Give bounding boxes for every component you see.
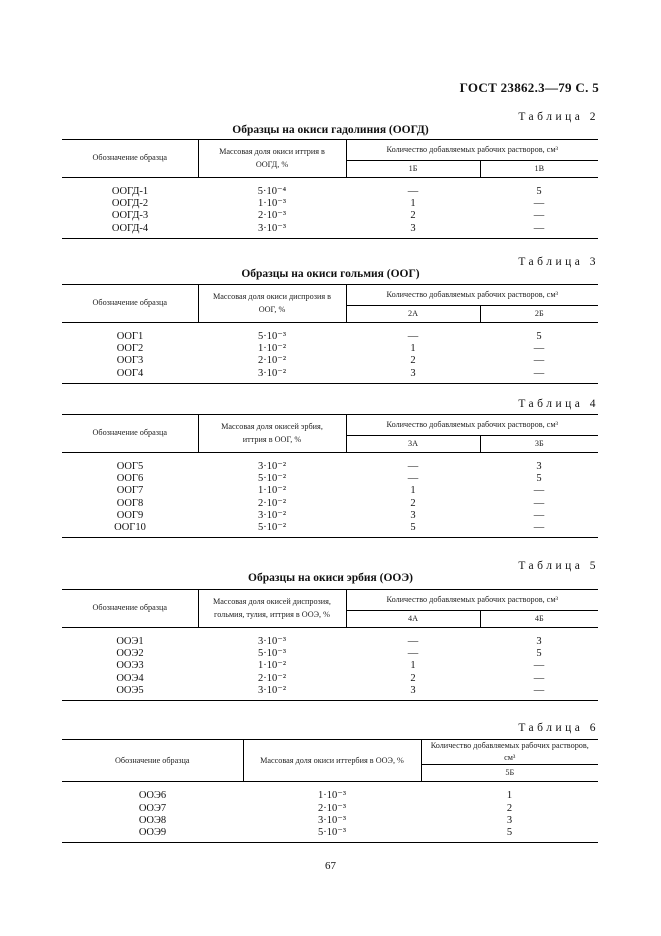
solution-volume-cell: 1: [410, 343, 416, 355]
table-6-caption: Таблица 6: [518, 722, 599, 734]
mass-fraction-cell: 2·10⁻³: [258, 210, 286, 222]
page-header: ГОСТ 23862.3—79 С. 5: [459, 80, 599, 95]
solution-volume-cell: 5: [536, 648, 542, 660]
table-row: [62, 473, 598, 485]
solution-volume-cell: 5: [421, 827, 598, 843]
solution-volume-cell: —: [407, 473, 419, 485]
solution-volume-cell: 1: [410, 198, 416, 210]
sample-designation-cell: ООЭ9: [62, 827, 243, 843]
table-2-caption: Таблица 2: [518, 111, 599, 123]
solution-volume-cell: —: [533, 497, 545, 509]
table-5-title: Образцы на окиси эрбия (ООЭ): [248, 572, 413, 584]
mass-fraction-cell: 3·10⁻³: [198, 223, 346, 239]
sample-designation-cell: ООГ6: [116, 473, 144, 485]
table-row: [62, 790, 598, 802]
table-row: [62, 198, 598, 210]
subcolumn-header: 2А: [346, 306, 480, 323]
mass-fraction-cell: 1·10⁻³: [318, 790, 346, 802]
solution-volume-cell: 1: [506, 790, 513, 802]
table-5: [62, 589, 598, 701]
table-row: [62, 636, 598, 648]
solution-volume-cell: —: [407, 186, 419, 197]
mass-fraction-cell: 3·10⁻³: [258, 636, 286, 647]
sample-designation-cell: ООЭ7: [138, 802, 167, 814]
table-row: [62, 685, 598, 701]
mass-fraction-cell: 5·10⁻⁴: [257, 186, 287, 197]
table-2: [62, 139, 598, 239]
table-row: [62, 815, 598, 827]
table-row: [62, 660, 598, 672]
mass-fraction-cell: 2·10⁻²: [258, 355, 286, 367]
solution-volume-cell: —: [533, 210, 545, 222]
subcolumn-header: 5Б: [421, 765, 598, 782]
sample-designation-cell: ООЭ6: [138, 790, 167, 802]
subcolumn-header: 4Б: [480, 611, 598, 628]
solution-volume-cell: 5: [346, 522, 480, 538]
sample-designation-cell: ООЭ4: [116, 672, 144, 684]
column-header-solutions: Количество добавляемых рабочих растворов, см³: [346, 590, 598, 611]
mass-fraction-cell: 2·10⁻³: [318, 802, 346, 814]
solution-volume-cell: 1: [410, 485, 416, 497]
subcolumn-header: 4А: [346, 611, 480, 628]
solution-volume-cell: 1: [410, 660, 416, 672]
column-header-mass-fraction: Массовая доля окиси диспрозия в ООГ, %: [198, 285, 346, 323]
column-header-designation: Обозначение образца: [62, 415, 198, 453]
solution-volume-cell: —: [533, 660, 545, 672]
sample-designation-cell: ООЭ5: [62, 685, 198, 701]
solution-volume-cell: —: [533, 672, 545, 684]
mass-fraction-cell: 3·10⁻²: [258, 509, 286, 521]
column-header-solutions: Количество добавляемых рабочих растворов, см³: [346, 285, 598, 306]
column-header-solutions: Количество добавляемых рабочих растворов, см³: [346, 140, 598, 161]
sample-designation-cell: ООГД-1: [111, 186, 149, 197]
row-spacer: [62, 453, 598, 462]
solution-volume-cell: —: [407, 648, 419, 660]
mass-fraction-cell: 3·10⁻²: [258, 461, 286, 472]
solution-volume-cell: —: [407, 461, 419, 472]
sample-designation-cell: ООГ8: [116, 497, 144, 509]
table-row: [62, 498, 598, 510]
mass-fraction-cell: 5·10⁻³: [243, 827, 421, 843]
solution-volume-cell: 3: [506, 814, 513, 826]
sample-designation-cell: ООГД-2: [111, 198, 149, 210]
table-row: [62, 210, 598, 222]
mass-fraction-cell: 1·10⁻²: [258, 485, 286, 497]
solution-volume-cell: —: [480, 685, 598, 701]
table-2-title: Образцы на окиси гадолиния (ООГД): [232, 124, 429, 136]
table-4: [62, 414, 598, 538]
mass-fraction-cell: 1·10⁻²: [258, 343, 286, 355]
solution-volume-cell: —: [533, 509, 545, 521]
subcolumn-header: 3А: [346, 436, 480, 453]
sample-designation-cell: ООГ1: [116, 331, 144, 342]
sample-designation-cell: ООЭ1: [116, 636, 144, 647]
table-6: [62, 739, 598, 843]
mass-fraction-cell: 1·10⁻³: [258, 198, 286, 210]
column-header-designation: Обозначение образца: [62, 590, 198, 628]
solution-volume-cell: 2: [410, 497, 416, 509]
solution-volume-cell: 3: [346, 368, 480, 384]
mass-fraction-cell: 3·10⁻²: [198, 368, 346, 384]
table-row: [62, 485, 598, 497]
solution-volume-cell: —: [533, 198, 545, 210]
mass-fraction-cell: 1·10⁻²: [258, 660, 286, 672]
solution-volume-cell: —: [533, 485, 545, 497]
column-header-solutions: Количество добавляемых рабочих растворов, см³: [421, 740, 598, 765]
table-row: [62, 355, 598, 367]
table-row: [62, 648, 598, 660]
mass-fraction-cell: 3·10⁻³: [318, 814, 346, 826]
solution-volume-cell: 2: [506, 802, 513, 814]
table-row: [62, 522, 598, 538]
column-header-designation: Обозначение образца: [62, 140, 198, 178]
sample-designation-cell: ООГД-4: [62, 223, 198, 239]
table-row: [62, 368, 598, 384]
mass-fraction-cell: 5·10⁻²: [198, 522, 346, 538]
table-row: [62, 186, 598, 198]
table-5-caption: Таблица 5: [518, 560, 599, 572]
solution-volume-cell: —: [533, 343, 545, 355]
row-spacer: [62, 323, 598, 332]
table-row: [62, 223, 598, 239]
table-row: [62, 343, 598, 355]
sample-designation-cell: ООГ10: [62, 522, 198, 538]
solution-volume-cell: 3: [346, 685, 480, 701]
solution-volume-cell: 5: [536, 331, 542, 342]
subcolumn-header: 1Б: [346, 161, 480, 178]
table-row: [62, 673, 598, 685]
mass-fraction-cell: 5·10⁻²: [258, 473, 286, 485]
solution-volume-cell: 5: [536, 186, 542, 197]
column-header-mass-fraction: Массовая доля окиси иттербия в ООЭ, %: [243, 740, 421, 782]
column-header-designation: Обозначение образца: [62, 285, 198, 323]
column-header-mass-fraction: Массовая доля окисей диспрозия, гольмия, тулия, иттрия в ООЭ, %: [198, 590, 346, 628]
solution-volume-cell: —: [533, 355, 545, 367]
sample-designation-cell: ООГД-3: [111, 210, 149, 222]
table-3-caption: Таблица 3: [518, 256, 599, 268]
table-3-title: Образцы на окиси гольмия (ООГ): [241, 268, 420, 280]
solution-volume-cell: 3: [346, 223, 480, 239]
solution-volume-cell: —: [480, 368, 598, 384]
column-header-solutions: Количество добавляемых рабочих растворов, см³: [346, 415, 598, 436]
solution-volume-cell: —: [480, 223, 598, 239]
table-row: [62, 510, 598, 522]
sample-designation-cell: ООГ3: [116, 355, 144, 367]
table-row: [62, 803, 598, 815]
solution-volume-cell: 2: [410, 210, 416, 222]
solution-volume-cell: —: [407, 636, 419, 647]
solution-volume-cell: 3: [410, 509, 416, 521]
solution-volume-cell: —: [407, 331, 419, 342]
column-header-designation: Обозначение образца: [62, 740, 243, 782]
table-row: [62, 827, 598, 843]
column-header-mass-fraction: Массовая доля окиси иттрия в ООГД, %: [198, 140, 346, 178]
sample-designation-cell: ООЭ3: [116, 660, 144, 672]
sample-designation-cell: ООГ9: [116, 509, 144, 521]
page-number: 67: [325, 860, 336, 872]
table-row: [62, 331, 598, 343]
mass-fraction-cell: 5·10⁻³: [258, 648, 286, 660]
sample-designation-cell: ООЭ8: [138, 814, 167, 826]
solution-volume-cell: 5: [536, 473, 542, 485]
sample-designation-cell: ООГ5: [116, 461, 144, 472]
mass-fraction-cell: 5·10⁻³: [258, 331, 286, 342]
subcolumn-header: 1В: [480, 161, 598, 178]
subcolumn-header: 2Б: [480, 306, 598, 323]
sample-designation-cell: ООГ4: [62, 368, 198, 384]
column-header-mass-fraction: Массовая доля окисей эрбия, иттрия в ООГ, %: [198, 415, 346, 453]
mass-fraction-cell: 2·10⁻²: [258, 497, 286, 509]
table-row: [62, 461, 598, 473]
sample-designation-cell: ООГ2: [116, 343, 144, 355]
sample-designation-cell: ООГ7: [116, 485, 144, 497]
solution-volume-cell: 2: [410, 355, 416, 367]
solution-volume-cell: 3: [536, 461, 542, 472]
solution-volume-cell: 3: [536, 636, 542, 647]
mass-fraction-cell: 3·10⁻²: [198, 685, 346, 701]
solution-volume-cell: 2: [410, 672, 416, 684]
row-spacer: [62, 178, 598, 187]
row-spacer: [62, 782, 598, 791]
subcolumn-header: 3Б: [480, 436, 598, 453]
sample-designation-cell: ООЭ2: [116, 648, 144, 660]
row-spacer: [62, 628, 598, 637]
mass-fraction-cell: 2·10⁻²: [258, 672, 286, 684]
table-3: [62, 284, 598, 384]
table-4-caption: Таблица 4: [518, 398, 599, 410]
solution-volume-cell: —: [480, 522, 598, 538]
